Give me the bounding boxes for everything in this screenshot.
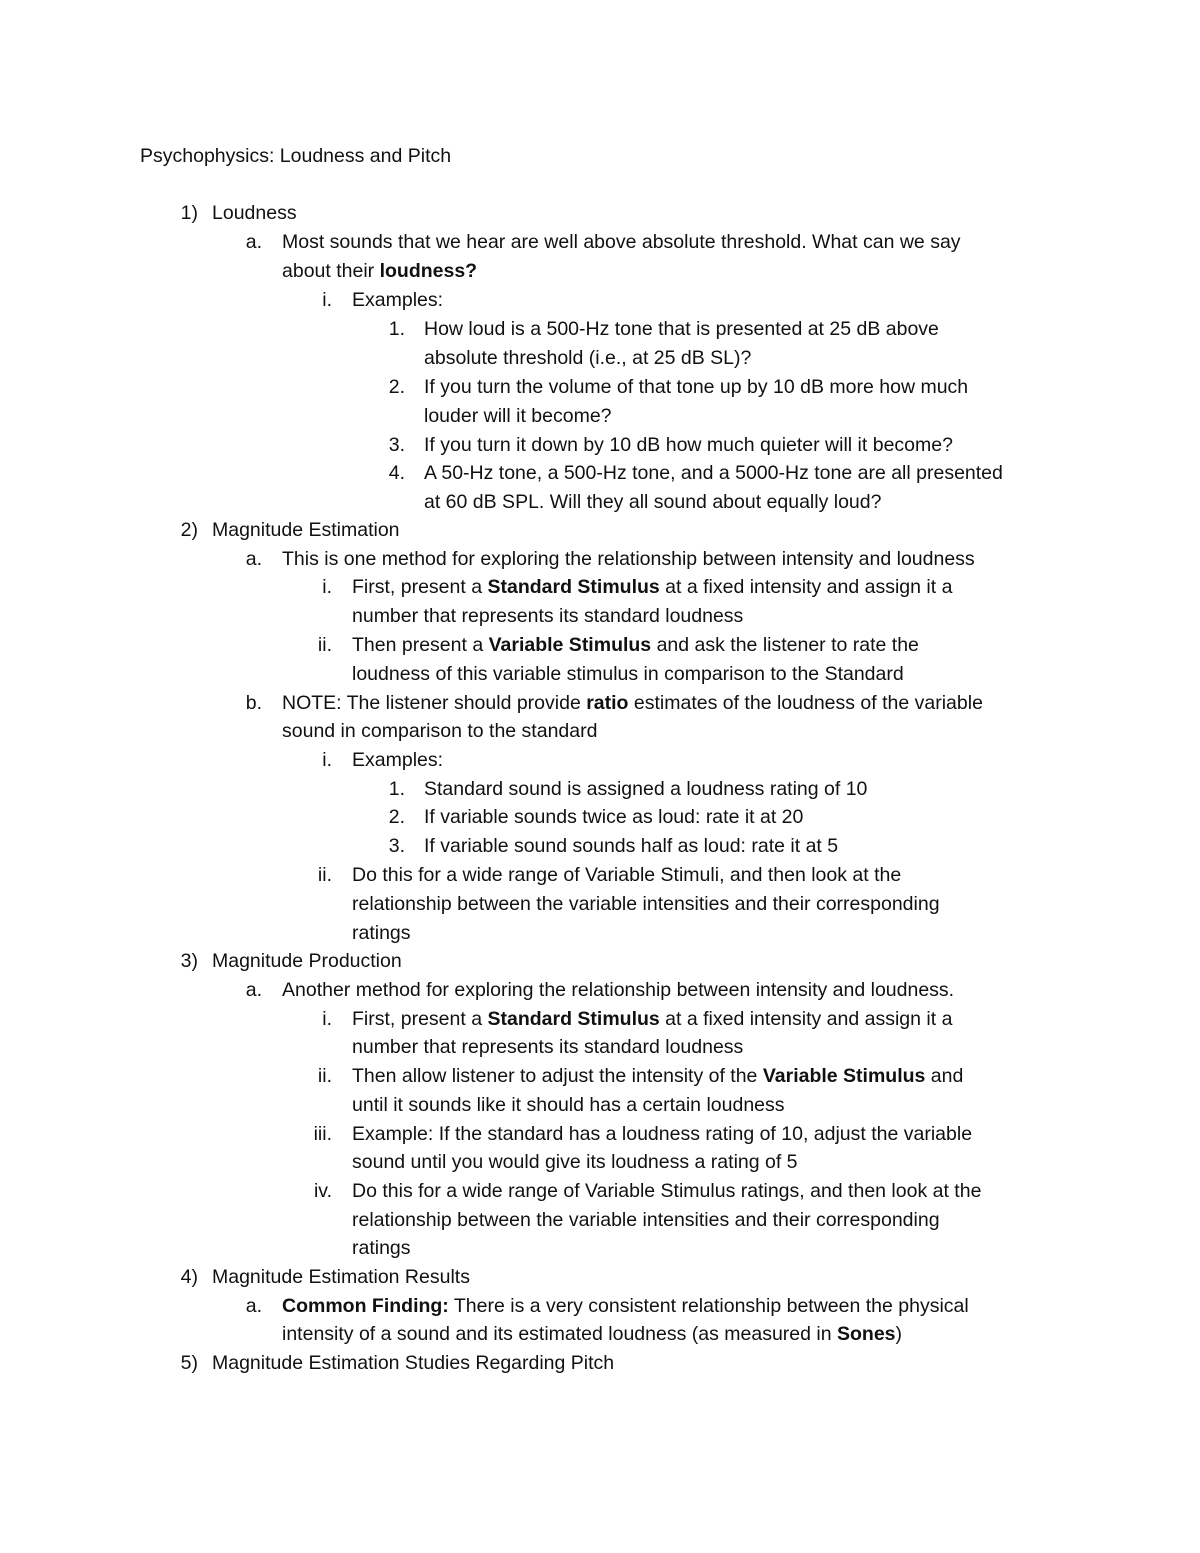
bold-term: loudness? (379, 260, 478, 282)
bold-term: Variable Stimulus (762, 1065, 926, 1087)
document-page: Psychophysics: Loudness and Pitch 1) Loudness a. Most sounds that we hear are well above absolute threshold. What can we say about their loudness? i. Examples: 1. How loud is a 500-Hz tone that is presented at 25 dB above absolute threshold (i.e., at 25 dB SL)? 2. If you turn the volume of that tone up by 10 dB more how much louder will it become? 3. If you turn it down by 10 dB how much quieter will it become? 4. A 50-Hz tone, a 500-Hz tone, and a 5000-Hz tone are all presented at 60 dB SPL. Will they all sound about equally loud? 2) Magnitude Estimation a. This is one method for exploring the relationship between intensity and loudness i. First, present a Standard Stimulus at a fixed intensity and assign it a number that represents its standard loudness ii. Then present a Variable Stimulus and ask the listener to rate the loudness of this variable stimulus in comparison to the Standard b. NOTE: The listener should provide ratio estimates of the loudness of the variable sound in comparison to the standard i. Examples: 1. Standard sound is assigned a loudness rating of 10 2. If variable sounds twice as loud: rate it at 20 3. If variable sound sounds half as loud: rate it at 5 ii. Do this for a wide range of Variable Stimuli, and then look at the relationship between the variable intensities and their corresponding ratings 3) Magnitude Production a. Another method for exploring the relationship between intensity and loudness. i. First, present a Standard Stimulus at a fixed intensity and assign it a number that represents its standard loudness ii. Then allow listener to adjust the intensity of the Variable Stimulus and until it sounds like it should has a certain loudness iii. Example: If the standard has a loudness rating of 10, adjust the variable sound until you would give its loudness a rating of 5 iv. Do this for a wide range of Variable Stimulus ratings, and then look at the relationship between the variable intensities and their corresponding ratings 4) Magnitude Estimation Results a. Common Finding: There is a very consistent relationship between the physical intensity of a sound and its estimated loudness (as measured in Sones) 5) Magnitude Estimation Studies Regarding Pitch (140, 145, 1003, 1374)
bold-term: Variable Stimulus (488, 634, 652, 656)
bold-term: Standard Stimulus (487, 1008, 660, 1030)
bold-term: ratio (586, 692, 629, 714)
bold-term: Common Finding: (282, 1295, 449, 1317)
bold-term: Standard Stimulus (487, 576, 660, 598)
bold-term: Sones (836, 1323, 896, 1345)
